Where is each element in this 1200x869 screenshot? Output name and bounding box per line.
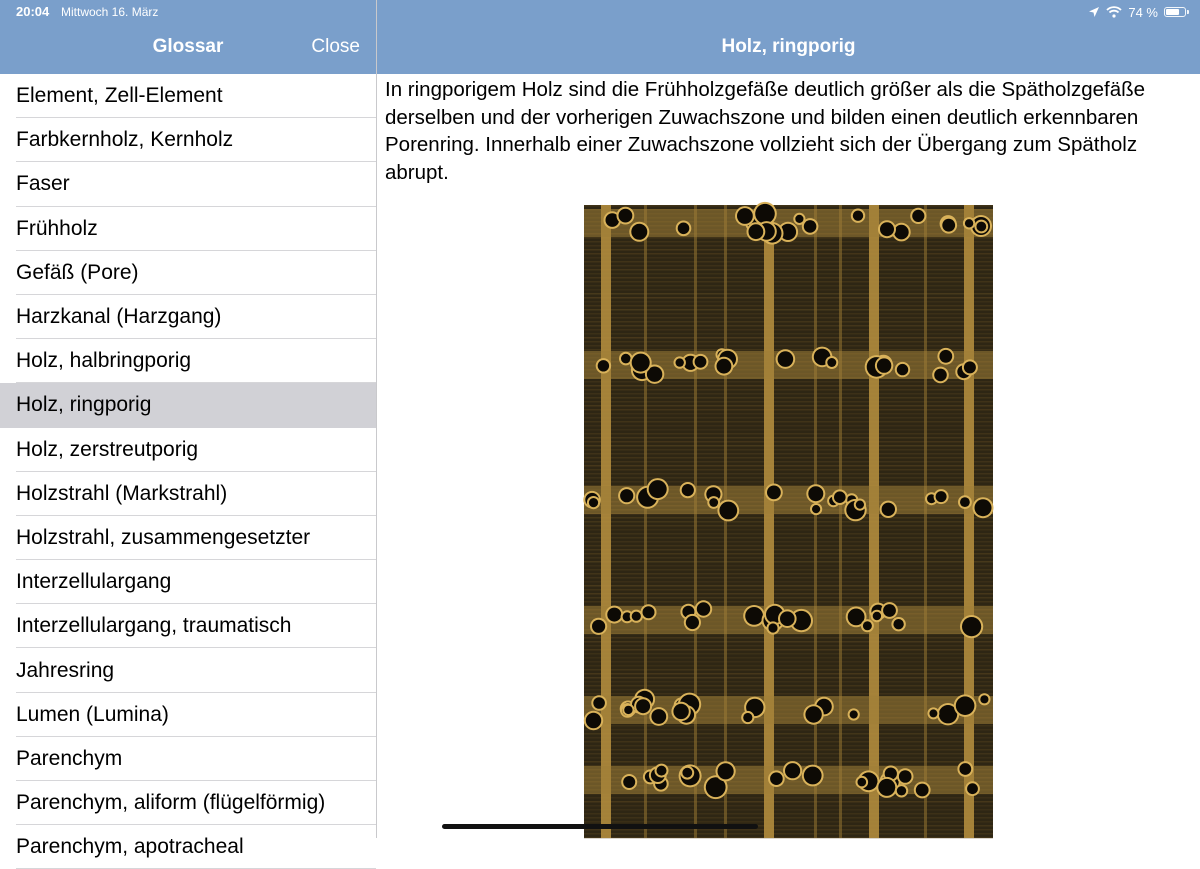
list-item[interactable] [0, 825, 376, 869]
vessel-pore [682, 484, 694, 496]
vessel-pore [623, 776, 635, 788]
list-item-label: Element, Zell-Element [16, 84, 223, 108]
wood-ray [764, 205, 774, 838]
vessel-pore [960, 497, 970, 507]
list-item-label: Gefäß (Pore) [16, 260, 139, 284]
battery-level [1166, 9, 1179, 15]
vessel-pore [676, 358, 684, 366]
wood-ray [694, 205, 697, 838]
vessel-pore [939, 350, 952, 363]
list-item[interactable] [0, 737, 376, 781]
list-item[interactable] [0, 781, 376, 825]
vessel-pore [620, 489, 633, 502]
list-item[interactable] [0, 648, 376, 692]
list-item[interactable] [0, 516, 376, 560]
vessel-pore [619, 209, 633, 223]
vessel-pore [682, 768, 692, 778]
vessel-pore [589, 498, 598, 507]
wood-ray [644, 205, 647, 838]
vessel-pore [964, 361, 976, 373]
vessel-pore [897, 786, 906, 795]
vessel-pore [718, 763, 734, 779]
vessel-pore [965, 219, 973, 227]
list-item[interactable] [0, 118, 376, 162]
detail-title: Holz, ringporig [721, 36, 856, 57]
vessel-pore [621, 354, 631, 364]
wood-micrograph [584, 205, 993, 838]
vessel-pore [882, 503, 895, 516]
battery-percentage: 74 % [1128, 4, 1158, 20]
vessel-pore [607, 608, 621, 622]
close-button[interactable]: Close [311, 36, 360, 57]
vessel-pore [768, 623, 777, 632]
list-item-label: Frühholz [16, 216, 98, 240]
vessel-pore [592, 620, 605, 633]
vessel-pore [805, 706, 821, 722]
vessel-pore [657, 766, 667, 776]
vessel-pore [755, 204, 775, 224]
vessel-pore [697, 602, 710, 615]
wood-ray [724, 205, 727, 838]
vessel-pore [894, 225, 909, 240]
list-item[interactable] [0, 560, 376, 604]
list-item-label: Interzellulargang [16, 570, 172, 594]
vessel-pore [709, 498, 718, 507]
vessel-pore [880, 222, 894, 236]
vessel-pore [883, 604, 896, 617]
vessel-pore [967, 783, 978, 794]
vessel-pore [858, 778, 867, 787]
vessel-pore [780, 611, 795, 626]
vessel-pore [808, 486, 823, 501]
vessel-pore [899, 770, 912, 783]
vessel-pore [975, 499, 992, 516]
vessel-pore [853, 211, 863, 221]
vessel-pore [804, 220, 817, 233]
sidebar-title: Glossar [152, 36, 224, 57]
vessel-pore [631, 224, 647, 240]
vessel-pore [593, 697, 605, 709]
list-item[interactable] [0, 162, 376, 206]
list-item-label: Jahresring [16, 658, 115, 682]
vessel-pore [976, 222, 986, 232]
vessel-pore [962, 617, 981, 636]
vessel-pore [624, 706, 632, 714]
list-item[interactable] [0, 693, 376, 737]
list-item-label: Lumen (Lumina) [16, 702, 169, 726]
glossary-list[interactable] [0, 74, 376, 859]
list-item-label: Parenchym, aliform (flügelförmig) [16, 791, 326, 815]
split-divider [376, 0, 377, 838]
vessel-pore [632, 354, 650, 372]
list-item-label: Holz, zerstreutporig [16, 437, 199, 461]
vessel-pore [686, 616, 699, 629]
list-item[interactable] [0, 472, 376, 516]
vessel-pore [778, 351, 794, 367]
status-time: 20:04 [16, 4, 50, 19]
vessel-pore [912, 210, 924, 222]
vessel-pore [897, 364, 908, 375]
vessel-pore [934, 369, 947, 382]
vessel-pore [651, 709, 666, 724]
list-item-label: Interzellulargang, traumatisch [16, 614, 292, 638]
vessel-pore [632, 612, 641, 621]
vessel-pore [936, 491, 947, 502]
list-item-label: Parenchym [16, 746, 123, 770]
wood-ray [924, 205, 927, 838]
home-indicator[interactable] [442, 824, 758, 829]
list-item-label: Holzstrahl, zusammengesetzter [16, 525, 311, 549]
vessel-pore [942, 219, 955, 232]
list-item-label: Parenchym, apotracheal [16, 835, 244, 859]
vessel-pore [795, 215, 803, 223]
vessel-pore [956, 696, 975, 715]
vessel-pore [929, 709, 937, 717]
vessel-pore [745, 607, 763, 625]
wood-ray [869, 205, 879, 838]
list-item[interactable] [0, 339, 376, 383]
list-item[interactable] [0, 207, 376, 251]
vessel-pore [850, 710, 858, 718]
wifi-icon [1106, 6, 1122, 18]
vessel-pore [743, 713, 752, 722]
vessel-pore [673, 704, 688, 719]
list-item-label: Farbkernholz, Kernholz [16, 128, 234, 152]
list-item[interactable] [0, 74, 376, 118]
vessel-pore [717, 359, 732, 374]
list-item-label: Harzkanal (Harzgang) [16, 305, 222, 329]
battery-icon [1164, 7, 1186, 17]
wood-ray [839, 205, 842, 838]
list-item[interactable] [0, 428, 376, 472]
vessel-pore [643, 606, 655, 618]
vessel-pore [804, 767, 822, 785]
list-item-label: Faser [16, 172, 70, 196]
vessel-pore [877, 358, 891, 372]
vessel-pore [636, 699, 650, 713]
vessel-pore [695, 356, 707, 368]
vessel-pore [767, 486, 781, 500]
vessel-pore [719, 502, 737, 520]
list-item[interactable] [0, 604, 376, 648]
list-item[interactable] [0, 251, 376, 295]
vessel-pore [834, 491, 846, 503]
wood-cross-section-image [584, 205, 993, 838]
list-item-label: Holz, ringporig [16, 393, 152, 417]
list-item-label: Holz, halbringporig [16, 349, 192, 373]
wood-ray [964, 205, 974, 838]
vessel-pore [863, 621, 872, 630]
wood-ray [601, 205, 611, 838]
detail-description: In ringporigem Holz sind die Frühholzgefäße deutlich größer als die Spätholzgefäße derselben und der vorherigen Zuwachszone und bilden einen deutlich erkennbaren Porenring. Innerhalb einer Zuwachszone vollzieht sich der Übergang zum Spätholz abrupt. [385, 78, 1146, 184]
vessel-pore [812, 505, 820, 513]
vessel-pore [959, 763, 971, 775]
vessel-pore [586, 713, 601, 728]
vessel-pore [770, 772, 783, 785]
status-date: Mittwoch 16. März [61, 5, 159, 19]
vessel-pore [785, 763, 800, 778]
list-item-label: Holzstrahl (Markstrahl) [16, 481, 228, 505]
vessel-pore [878, 779, 895, 796]
vessel-pore [598, 360, 609, 371]
vessel-pore [827, 358, 836, 367]
vessel-pore [678, 223, 690, 235]
wood-ray [814, 205, 817, 838]
vessel-pore [749, 224, 764, 239]
vessel-pore [856, 501, 864, 509]
vessel-pore [737, 208, 753, 224]
location-arrow-icon [1088, 6, 1100, 18]
vessel-pore [916, 784, 929, 797]
list-item[interactable] [0, 295, 376, 339]
vessel-pore [649, 480, 667, 498]
vessel-pore [893, 619, 903, 629]
status-indicators [1088, 3, 1186, 21]
list-item[interactable] [0, 383, 376, 427]
vessel-pore [873, 612, 881, 620]
vessel-pore [980, 695, 988, 703]
